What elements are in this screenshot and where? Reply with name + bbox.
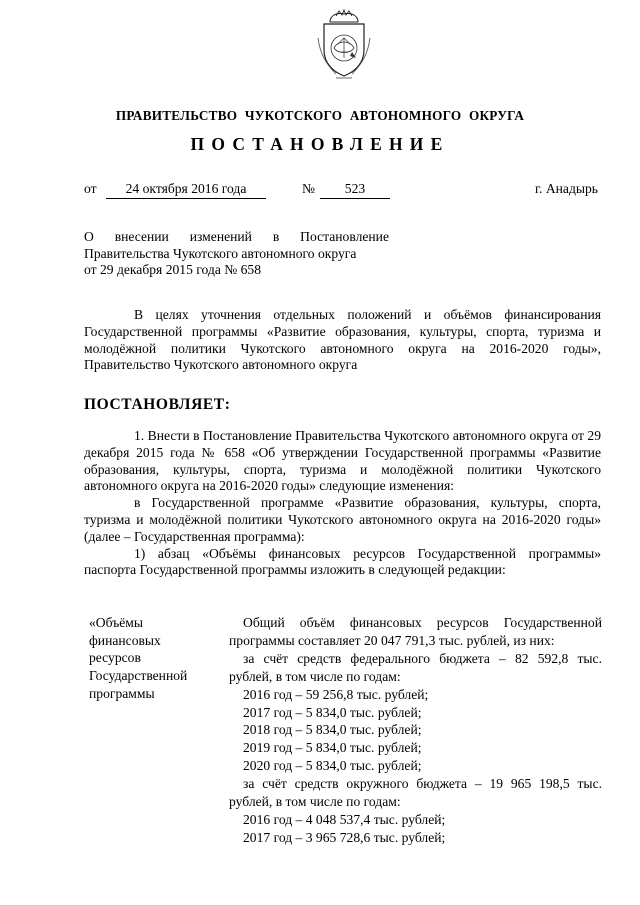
federal-year-2016: 2016 год – 59 256,8 тыс. рублей;: [243, 686, 429, 702]
decree-items: [84, 428, 601, 579]
federal-funding: за счёт средств федерального бюджета – 82 592,8 тыс. рублей, в том числе по годам:: [229, 650, 602, 684]
coat-of-arms-icon: [314, 8, 374, 88]
table-left-line: Государственной: [89, 668, 188, 684]
subject-line-3: от 29 декабря 2015 года № 658: [84, 262, 262, 277]
regional-year-2016: 2016 год – 4 048 537,4 тыс. рублей;: [243, 811, 446, 827]
from-label: от: [84, 181, 97, 196]
preamble-block: [84, 307, 601, 374]
table-left-line: программы: [89, 685, 155, 701]
table-left-line: «Объёмы: [89, 615, 143, 630]
federal-year-2019: 2019 год – 5 834,0 тыс. рублей;: [243, 740, 422, 756]
subject-line-2: Правительства Чукотского автономного округа: [84, 245, 357, 261]
federal-year-2020: 2020 год – 5 834,0 тыс. рублей;: [243, 758, 422, 774]
regional-funding: за счёт средств окружного бюджета – 19 965 198,5 тыс. рублей, в том числе по годам:: [229, 776, 602, 810]
government-title: ПРАВИТЕЛЬСТВО ЧУКОТСКОГО АВТОНОМНОГО ОКРУГА: [115, 108, 525, 123]
decree-word: ПОСТАНОВЛЯЕТ:: [84, 396, 231, 413]
number-label: №: [302, 181, 315, 196]
table-left-line: финансовых: [89, 632, 161, 648]
city: г. Анадырь: [534, 181, 598, 196]
item-1-paragraph: 1. Внести в Постановление Правительства Чукотского автономного округа от 29 декабря 2015 года № 658 «Об утверждении Государственной программы «Развитие образования, культуры, спорта, туризма и молодёжной политики Чукотского автономного округа на 2016-2020 годы» следующие изменения:: [84, 428, 601, 494]
item-1-1-paragraph: 1) абзац «Объёмы финансовых ресурсов Государственной программы» паспорта Государственной программы изложить в следующей редакции:: [84, 545, 601, 578]
table-left-cell: [89, 614, 219, 703]
document-subject: [84, 229, 389, 279]
table-right-cell: [229, 614, 602, 847]
regional-year-2017: 2017 год – 3 965 728,6 тыс. рублей;: [243, 829, 446, 845]
table-left-line: ресурсов: [89, 650, 141, 666]
date-number-row: [84, 181, 598, 201]
document-date: 24 октября 2016 года: [106, 181, 266, 199]
federal-year-2018: 2018 год – 5 834,0 тыс. рублей;: [243, 722, 422, 738]
document-type-title: ПОСТАНОВЛЕНИЕ: [190, 134, 450, 154]
federal-year-2017: 2017 год – 5 834,0 тыс. рублей;: [243, 704, 422, 720]
total-funding: Общий объём финансовых ресурсов Государственной программы составляет 20 047 791,3 тыс. рублей, из них:: [229, 615, 602, 648]
subject-line-1: О внесении изменений в Постановление: [84, 229, 389, 244]
preamble-paragraph: В целях уточнения отдельных положений и объёмов финансирования Государственной программы «Развитие образования, культуры, спорта, туризма и молодёжной политики Чукотского автономного округа на 2016-2020 годы», Правительство Чукотского автономного округа: [84, 307, 601, 373]
item-1-sub-paragraph: в Государственной программе «Развитие образования, культуры, спорта, туризма и молодёжной политики Чукотского автономного округа на 2016-2020 годы» (далее – Государственная программа):: [84, 495, 601, 544]
document-number: 523: [320, 181, 390, 199]
